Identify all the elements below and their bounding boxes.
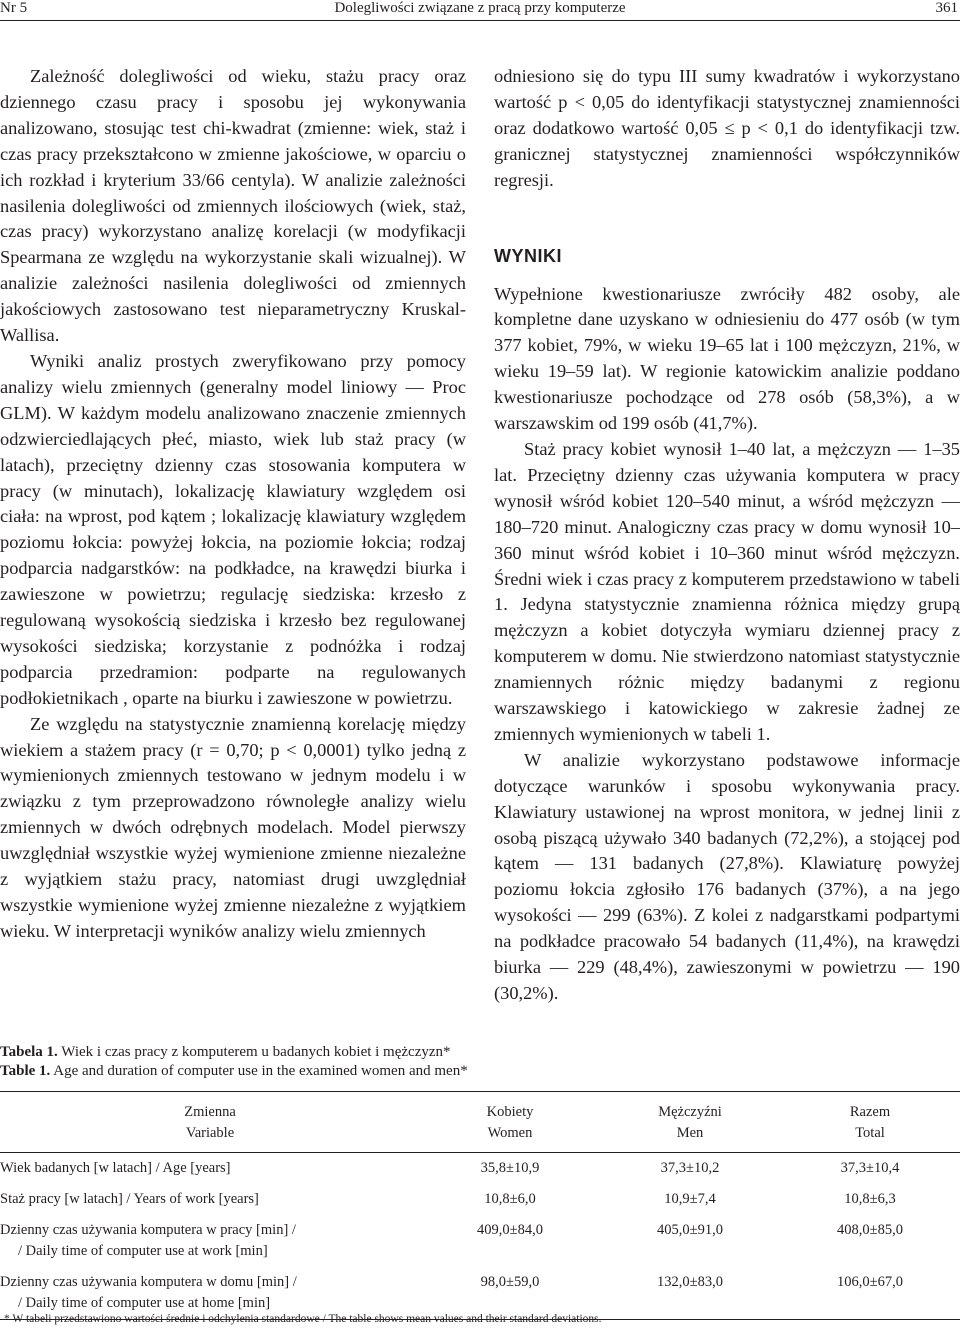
caption-en-label: Table 1.: [0, 1063, 51, 1079]
cell-women: 98,0±59,0: [480, 1274, 540, 1290]
caption-pl: [0, 1043, 468, 1062]
page-number: 361: [935, 0, 958, 16]
issue-number: Nr 5: [0, 0, 28, 16]
caption-pl-text: Wiek i czas pracy z komputerem u badanych kobiet i mężczyzn*: [61, 1044, 451, 1060]
cell-women: 35,8±10,9: [480, 1160, 540, 1176]
cell-men: 405,0±91,0: [657, 1222, 723, 1238]
row-label: Dzienny czas używania komputera w domu [min] / / Daily time of computer use at home [min]: [0, 1274, 297, 1311]
data-table: [0, 1091, 960, 1320]
cell-total: 10,8±6,3: [844, 1191, 896, 1207]
caption-pl-label: Tabela 1.: [0, 1044, 58, 1060]
header-rule: [0, 20, 960, 21]
table-row: [0, 1215, 960, 1267]
section-title: WYNIKI: [494, 245, 562, 266]
cell-total: 106,0±67,0: [837, 1274, 903, 1290]
table-row: [0, 1184, 960, 1215]
paragraph: Ze względu na statystycznie znamienną korelację między wiekiem a stażem pracy (r = 0,70; p < 0,0001) tylko jedną z wymienionych zmiennych testowano w jednym modelu i w związku z tym przeprowadzono równoległe analizy wielu zmiennych w dwóch odrębnych modelach. Model pierwszy uwzględniał wszystkie wyżej wymienione zmienne niezależne z wyjątkiem stażu pracy, natomiast drugi uwzględniał wszystkie wymienione wyżej zmienne niezależne z wyjątkiem wieku. W interpretacji wyników analizy wielu zmiennych: [0, 713, 466, 941]
running-header: [0, 0, 960, 22]
header-cell-total: Razem Total: [849, 1104, 891, 1141]
cell-women: 10,8±6,0: [484, 1191, 536, 1207]
right-column: [494, 64, 960, 1007]
left-column: [0, 64, 466, 945]
cell-total: 408,0±85,0: [837, 1222, 903, 1238]
paragraph: Wypełnione kwestionariusze zwróciły 482 osoby, ale kompletne dane uzyskano w odniesieniu do 477 osób (w tym 377 kobiet, 79%, w wieku 19–65 lat i 100 mężczyzn, 21%, w wieku 19–59 lat). W regionie katowickim analizie poddano kwestionariusze pochodzące od 278 osób (58,3%), a w warszawskim od 199 osób (41,7%).: [494, 283, 960, 434]
paragraph: W analizie wykorzystano podstawowe informacje dotyczące warunków i sposobu wykonywania pracy. Klawiatury ustawionej na wprost monitora, w jednej linii z osobą piszącą używało 340 badanych (72,2%), a stojącej pod kątem — 131 badanych (27,8%). Klawiaturę powyżej poziomu łokcia zgłosiło 176 badanych (37%), a na jego wysokości — 299 (63%). Z kolei z nadgarstkami podpartymi na podkładce pracowało 54 badanych (11,4%), na krawędzi biurka — 229 (48,4%), zawieszonymi w powietrzu — 190 (30,2%).: [494, 749, 960, 1003]
cell-women: 409,0±84,0: [477, 1222, 543, 1238]
header-cell-women: Kobiety Women: [486, 1104, 534, 1141]
table-header-row: [0, 1092, 960, 1152]
row-label: Staż pracy [w latach] / Years of work [years]: [0, 1191, 259, 1207]
paragraph: Staż pracy kobiet wynosił 1–40 lat, a mężczyzn — 1–35 lat. Przeciętny dzienny czas używania komputera w pracy wynosił wśród kobiet 120–540 minut, a wśród mężczyzn — 180–720 minut. Analogiczny czas pracy w domu wynosił 10–360 minut wśród kobiet i 10–360 minut wśród mężczyzn. Średni wiek i czas pracy z komputerem przedstawiono w tabeli 1. Jedyna statystycznie znamienna różnica między grupą mężczyzn a kobiet dotyczyła wymiaru dziennej pracy z komputerem w domu. Nie stwierdzono natomiast statystycznie znamiennych różnic między badanymi z regionu warszawskiego i katowickiego w zakresie żadnej ze zmiennych wymienionych w tabeli 1.: [494, 438, 960, 744]
caption-en: [0, 1062, 468, 1081]
paragraph: Zależność dolegliwości od wieku, stażu pracy oraz dziennego czasu pracy i sposobu jej wykonywania analizowano, stosując test chi-kwadrat (zmienne: wiek, staż i czas pracy przekształcono w zmienne jakościowe, w oparciu o ich rozkład i kryterium 33/66 centyla). W analizie zależności nasilenia dolegliwości od zmiennych ilościowych (wiek, staż, czas pracy) wykorzystano analizę korelacji (w modyfikacji Spearmana ze względu na wykorzystanie skali wizualnej). W analizie zależności nasilenia dolegliwości od zmiennych jakościowych zastosowano test nieparametryczny Kruskal-Wallisa.: [0, 66, 466, 346]
cell-men: 37,3±10,2: [660, 1160, 720, 1176]
row-label: Dzienny czas używania komputera w pracy [min] / / Daily time of computer use at work [min]: [0, 1222, 296, 1259]
caption-en-text: Age and duration of computer use in the examined women and men*: [53, 1063, 468, 1079]
cell-men: 10,9±7,4: [664, 1191, 716, 1207]
table-footnote: * W tabeli przedstawiono wartości średnie i odchylenia standardowe / The table shows mean values and their standard deviations.: [4, 1313, 602, 1325]
header-cell-variable: Zmienna Variable: [184, 1104, 236, 1141]
running-title: Dolegliwości związane z pracą przy komputerze: [334, 0, 626, 16]
cell-men: 132,0±83,0: [657, 1274, 723, 1290]
cell-total: 37,3±10,4: [840, 1160, 900, 1176]
paragraph: odniesiono się do typu III sumy kwadratów i wykorzystano wartość p < 0,05 do identyfikacji statystycznej znamienności oraz dodatkowo wartość 0,05 ≤ p < 0,1 do identyfikacji tzw. granicznej statystycznej znamienności współczynników regresji.: [494, 66, 960, 190]
header-cell-men: Mężczyźni Men: [658, 1104, 722, 1141]
table-row: [0, 1153, 960, 1184]
table-caption: [0, 1043, 468, 1081]
row-label: Wiek badanych [w latach] / Age [years]: [0, 1160, 231, 1176]
paragraph: Wyniki analiz prostych zweryfikowano przy pomocy analizy wielu zmiennych (generalny model liniowy — Proc GLM). W każdym modelu analizowano znaczenie zmiennych odzwierciedlających płeć, miasto, wiek lub staż pracy (w latach), przeciętny dzienny czas stosowania komputera w pracy (w minutach), lokalizację klawiatury względem osi ciała: na wprost, pod kątem ; lokalizację klawiatury względem poziomu łokcia: powyżej łokcia, na poziomie łokcia; rodzaj podparcia nadgarstków: na podkładce, na krawędzi biurka i zawieszone w powietrzu; regulację siedziska: krzesło z regulowaną wysokością siedziska i krzesło bez regulowanej wysokości siedziska; korzystanie z podnóżka i rodzaj podparcia przedramion: podparte na regulowanych podłokietnikach , oparte na biurku i zawieszone w powietrzu.: [0, 350, 466, 708]
